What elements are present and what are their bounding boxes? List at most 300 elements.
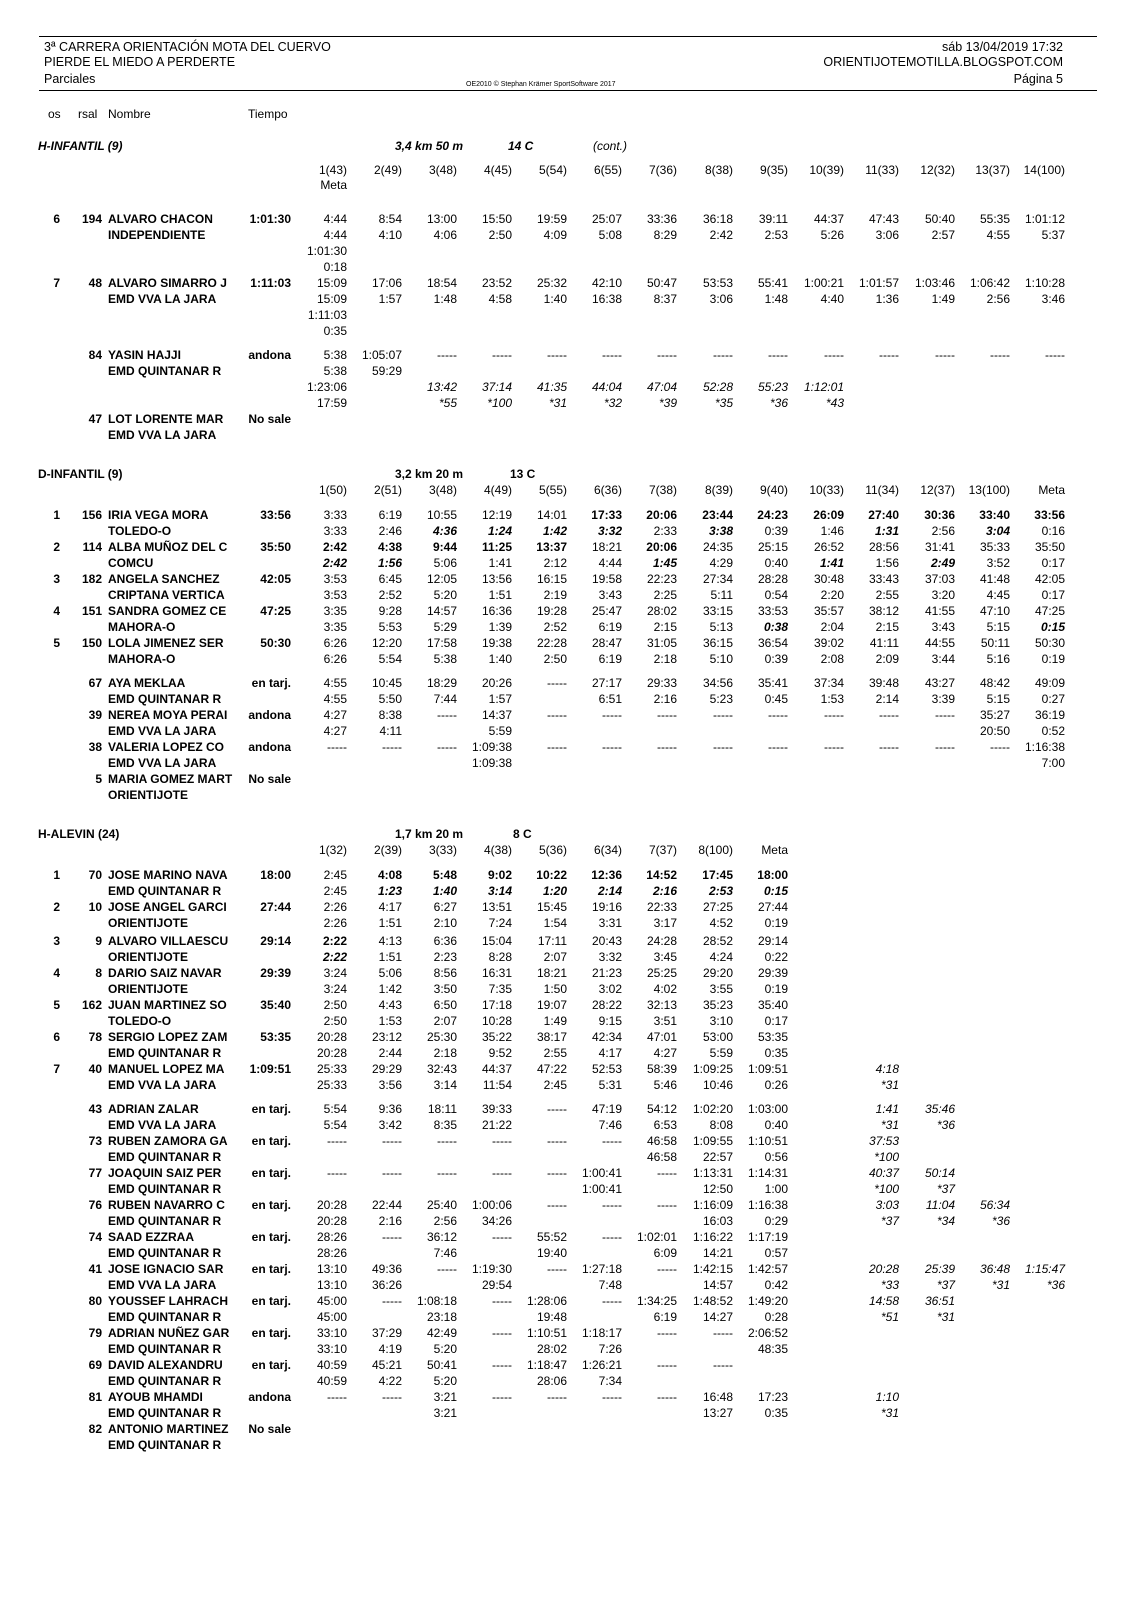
club-name: CRIPTANA VERTICA [108,588,225,602]
split-cumulative: 55:41 [757,276,788,290]
split-cumulative: 26:09 [813,508,844,522]
split-cumulative: 41:48 [979,572,1010,586]
split-cumulative: ----- [935,740,955,754]
split-cumulative: ----- [657,1358,677,1372]
split-cumulative: 20:28 [316,1198,347,1212]
result-time: No sale [248,1422,291,1436]
split-cumulative: 16:36 [481,604,512,618]
club-name: EMD QUINTANAR R [108,1046,222,1060]
split-leg: 0:35 [764,1406,788,1420]
split-leg: 19:48 [536,1310,567,1324]
finish-heading: Meta [320,178,347,192]
software-credit: OE2010 © Stephan Krämer SportSoftware 2017 [466,81,616,88]
split-leg: 5:26 [820,228,844,242]
split-cumulative: 28:56 [868,540,899,554]
runner-name: ALBA MUÑOZ DEL C [108,540,228,554]
bib-number: 5 [95,772,102,786]
split-cumulative: ----- [547,1198,567,1212]
split-leg: 0:17 [764,1014,788,1028]
split-leg: 2:45 [543,1078,567,1092]
split-leg: 2:42 [322,556,347,570]
split-leg: 2:18 [433,1046,457,1060]
split-extra-leg: 17:59 [316,396,347,410]
position-number: 1 [53,508,60,522]
runner-name: IRIA VEGA MORA [108,508,209,522]
split-cumulative: 22:28 [536,636,567,650]
club-name: EMD VVA LA JARA [108,756,217,770]
control-heading: 4(49) [483,483,512,497]
extra-punch-code: *31 [880,1406,899,1420]
result-time: andona [248,708,291,722]
split-cumulative: ----- [547,1262,567,1276]
split-cumulative: 25:15 [757,540,788,554]
split-leg: 19:40 [536,1246,567,1260]
split-leg: 4:52 [709,916,733,930]
split-cumulative: 37:29 [371,1326,402,1340]
bib-number: 41 [88,1262,102,1276]
position-number: 4 [53,604,60,618]
split-leg: 5:16 [986,652,1010,666]
split-cumulative: 14:37 [481,708,512,722]
split-cumulative: 17:58 [426,636,457,650]
split-leg: 2:16 [653,692,677,706]
split-cumulative: 1:18:47 [526,1358,567,1372]
split-extra: 55:23 [757,380,788,394]
split-leg: 3:38 [708,524,733,538]
split-cumulative: 37:34 [813,676,844,690]
result-time: 29:14 [260,934,291,948]
result-time: No sale [248,772,291,786]
club-name: EMD QUINTANAR R [108,1342,222,1356]
split-leg: 0:22 [764,950,788,964]
split-leg: 0:39 [764,524,788,538]
club-name: EMD QUINTANAR R [108,1182,222,1196]
runner-name: ADRIAN ZALAR [108,1102,199,1116]
split-cumulative: ----- [1045,348,1065,362]
extra-punch-time: 36:51 [924,1294,955,1308]
split-leg: 28:26 [316,1246,347,1260]
split-cumulative: 1:19:30 [471,1262,512,1276]
result-time: en tarj. [251,1230,291,1244]
split-cumulative: 42:05 [1034,572,1065,586]
split-extra: 1:12:01 [803,380,844,394]
split-leg: 12:50 [702,1182,733,1196]
split-leg: 2:20 [820,588,844,602]
club-name: INDEPENDIENTE [108,228,206,242]
runner-name: LOLA JIMENEZ SER [108,636,224,650]
split-leg: 2:55 [875,588,899,602]
extra-punch-time: 14:58 [868,1294,899,1308]
club-name: MAHORA-O [108,620,176,634]
split-cumulative: 6:19 [378,508,402,522]
runner-name: SERGIO LOPEZ ZAM [108,1030,228,1044]
split-leg: 5:23 [709,692,733,706]
club-name: EMD QUINTANAR R [108,692,222,706]
control-heading: 7(38) [648,483,677,497]
split-cumulative: ----- [382,740,402,754]
split-cumulative: 33:53 [757,604,788,618]
split-leg: 1:54 [543,916,567,930]
split-cumulative: 47:22 [536,1062,567,1076]
bib-number: 40 [88,1062,102,1076]
control-heading: 3(48) [428,163,457,177]
split-leg: 4:24 [709,950,733,964]
split-cumulative: 30:48 [813,572,844,586]
split-leg: 4:09 [543,228,567,242]
split-cumulative: 44:37 [813,212,844,226]
control-heading: 1(43) [318,163,347,177]
runner-name: LOT LORENTE MAR [108,412,224,426]
split-leg: 2:22 [322,950,347,964]
split-cumulative: 1:02:20 [692,1102,733,1116]
split-cumulative: 33:36 [646,212,677,226]
extra-punch-code: *36 [1046,1278,1065,1292]
col-bib-heading: rsal [78,107,98,121]
split-cumulative: ----- [492,1294,512,1308]
split-leg: 5:50 [378,692,402,706]
split-cumulative: ----- [492,1134,512,1148]
split-leg: 0:45 [764,692,788,706]
split-cumulative: 19:59 [536,212,567,226]
split-leg: 2:25 [653,588,677,602]
split-cumulative: 15:45 [536,900,567,914]
split-cumulative: 45:21 [371,1358,402,1372]
split-leg: 4:44 [598,556,622,570]
split-cumulative: ----- [382,1390,402,1404]
split-leg: 2:50 [488,228,512,242]
split-cumulative: 39:48 [868,676,899,690]
split-cumulative: 35:50 [1034,540,1065,554]
bib-number: 8 [95,966,102,980]
split-cumulative: 1:16:09 [692,1198,733,1212]
runner-name: RUBEN NAVARRO C [108,1198,225,1212]
runner-name: JUAN MARTINEZ SO [108,998,227,1012]
split-leg: 3:46 [1041,292,1065,306]
split-leg: 7:48 [598,1278,622,1292]
control-heading: 1(32) [318,843,347,857]
split-leg: 2:04 [820,620,844,634]
split-cumulative: 17:11 [537,934,567,948]
split-cumulative: 19:28 [536,604,567,618]
split-cumulative: 1:03:00 [747,1102,788,1116]
runner-name: YASIN HAJJI [108,348,181,362]
split-leg: 2:23 [433,950,457,964]
split-cumulative: 47:43 [868,212,899,226]
runner-name: ANTONIO MARTINEZ [108,1422,229,1436]
event-title: 3ª CARRERA ORIENTACIÓN MOTA DEL CUERVO [44,40,331,54]
split-cumulative: ----- [602,740,622,754]
result-time: 18:00 [260,868,291,882]
split-leg: 2:46 [378,524,402,538]
split-leg: 2:16 [378,1214,402,1228]
split-cumulative: ----- [824,740,844,754]
bib-number: 67 [88,676,102,690]
bib-number: 9 [95,934,102,948]
result-time: 1:09:51 [249,1062,291,1076]
split-cumulative: 18:54 [426,276,457,290]
split-cumulative: 5:54 [323,1102,347,1116]
split-cumulative: 1:05:07 [361,348,402,362]
split-leg: 3:24 [323,982,347,996]
col-name-heading: Nombre [108,107,151,121]
split-leg: 15:09 [316,292,347,306]
split-leg: 2:16 [652,884,677,898]
split-leg: 7:35 [488,982,512,996]
split-cumulative: 8:56 [433,966,457,980]
split-leg: 0:40 [764,1118,788,1132]
club-name: EMD VVA LA JARA [108,1278,217,1292]
split-leg: 0:15 [763,884,788,898]
split-leg: 4:02 [653,982,677,996]
split-cumulative: 29:20 [702,966,733,980]
split-cumulative: 10:22 [536,868,567,882]
split-leg: 4:55 [323,692,347,706]
split-leg: 3:14 [487,884,512,898]
split-leg: 3:53 [323,588,347,602]
result-time: en tarj. [251,676,291,690]
runner-name: JOSE MARINO NAVA [108,868,228,882]
extra-punch-time: 20:28 [868,1262,899,1276]
extra-punch-code: *100 [874,1182,899,1196]
split-cumulative: 19:58 [591,572,622,586]
continued-note: (cont.) [593,139,628,153]
extra-punch-time: 4:18 [875,1062,899,1076]
split-leg: 1:42 [378,982,402,996]
split-leg: 2:55 [543,1046,567,1060]
split-cumulative: 49:09 [1034,676,1065,690]
split-cumulative: ----- [382,1134,402,1148]
club-name: EMD QUINTANAR R [108,1406,222,1420]
split-leg: 2:56 [433,1214,457,1228]
extra-punch-code: *31 [991,1278,1010,1292]
split-cumulative: 1:17:19 [747,1230,788,1244]
split-cumulative: 4:55 [323,676,347,690]
split-cumulative: 13:51 [481,900,512,914]
split-cumulative: 16:15 [536,572,567,586]
split-leg: 4:27 [653,1046,677,1060]
bib-number: 151 [81,604,102,618]
split-leg: 6:19 [653,1310,677,1324]
split-leg: 2:33 [653,524,677,538]
split-cumulative: 13:56 [481,572,512,586]
split-cumulative: 50:30 [1034,636,1065,650]
split-cumulative: 35:33 [979,540,1010,554]
split-cumulative: 1:34:25 [636,1294,677,1308]
split-cumulative: 22:33 [646,900,677,914]
split-leg: 2:14 [875,692,899,706]
split-leg: 1:20 [542,884,567,898]
split-cumulative: 1:09:25 [692,1062,733,1076]
split-leg: 2:44 [378,1046,402,1060]
category-controls: 8 C [513,827,532,841]
report-type: Parciales [44,72,96,86]
split-cumulative: 1:03:46 [914,276,955,290]
split-leg: 2:53 [764,228,788,242]
result-time: andona [248,1390,291,1404]
split-cumulative: ----- [768,348,788,362]
split-leg: 14:27 [702,1310,733,1324]
control-heading: Meta [1038,483,1065,497]
split-extra: 1:23:06 [306,380,347,394]
split-leg: 3:31 [598,916,622,930]
split-cumulative: 1:14:31 [747,1166,788,1180]
runner-name: NEREA MOYA PERAI [108,708,228,722]
split-cumulative: ----- [437,1262,457,1276]
split-leg: 2:50 [323,1014,347,1028]
split-cumulative: 29:14 [757,934,788,948]
split-leg: 5:38 [433,652,457,666]
club-name: EMD QUINTANAR R [108,1438,222,1452]
split-leg: 20:28 [316,1214,347,1228]
split-leg: 3:04 [985,524,1010,538]
split-cumulative: 28:26 [316,1230,347,1244]
split-leg: 3:33 [323,524,347,538]
split-cumulative: 2:45 [323,868,347,882]
runner-name: ANGELA SANCHEZ [108,572,220,586]
split-cumulative: 13:00 [426,212,457,226]
bib-number: 81 [88,1390,102,1404]
split-extra-leg: *35 [714,396,733,410]
split-cumulative: 9:36 [378,1102,402,1116]
runner-name: ALVARO SIMARRO J [108,276,227,290]
split-leg: 5:53 [378,620,402,634]
split-cumulative: 43:27 [924,676,955,690]
split-leg: 5:08 [598,228,622,242]
split-cumulative: 18:21 [536,966,567,980]
split-cumulative: ----- [492,1326,512,1340]
split-leg: 16:03 [702,1214,733,1228]
extra-punch-code: *36 [936,1118,955,1132]
split-leg: 1:40 [488,652,512,666]
extra-punch-time: 1:15:47 [1024,1262,1065,1276]
split-cumulative: 27:25 [702,900,733,914]
split-cumulative: 8:38 [378,708,402,722]
split-extra: 41:35 [536,380,567,394]
split-extra-leg: *43 [825,396,844,410]
split-cumulative: 34:56 [702,676,733,690]
split-leg: 5:20 [433,1374,457,1388]
split-leg: 3:45 [653,950,677,964]
split-cumulative: 47:19 [591,1102,622,1116]
split-cumulative: 9:02 [487,868,512,882]
split-cumulative: 27:34 [702,572,733,586]
col-pos-heading: os [48,107,61,121]
split-leg: 5:29 [433,620,457,634]
control-heading: 10(33) [809,483,844,497]
split-leg: 7:26 [598,1342,622,1356]
split-leg: 2:15 [653,620,677,634]
control-heading: 6(36) [593,483,622,497]
split-leg: 3:44 [931,652,955,666]
bib-number: 39 [88,708,102,722]
split-leg: 1:41 [488,556,512,570]
split-leg: 1:09:38 [471,756,512,770]
split-leg: 48:35 [757,1342,788,1356]
bib-number: 74 [88,1230,102,1244]
split-leg: 0:19 [1041,652,1065,666]
split-leg: 3:20 [931,588,955,602]
split-leg: 0:17 [1041,588,1065,602]
split-leg: 3:55 [709,982,733,996]
control-heading: 6(34) [593,843,622,857]
split-leg: 23:18 [426,1310,457,1324]
extra-punch-code: *34 [936,1214,955,1228]
split-cumulative: 25:25 [646,966,677,980]
split-cumulative: 28:47 [591,636,622,650]
bib-number: 150 [81,636,102,650]
split-leg: 1:24 [487,524,512,538]
split-cumulative: ----- [990,740,1010,754]
split-cumulative: 24:28 [646,934,677,948]
club-name: EMD VVA LA JARA [108,428,217,442]
split-cumulative: 38:12 [868,604,899,618]
extra-punch-time: 56:34 [979,1198,1010,1212]
split-leg: 3:14 [433,1078,457,1092]
position-number: 4 [53,966,60,980]
split-cumulative: 3:33 [323,508,347,522]
split-leg: 1:46 [820,524,844,538]
split-leg: 3:42 [378,1118,402,1132]
split-cumulative: 4:44 [323,212,347,226]
split-leg: 7:24 [488,916,512,930]
split-cumulative: 25:40 [426,1198,457,1212]
split-extra: 1:01:30 [306,244,347,258]
split-cumulative: 25:33 [316,1062,347,1076]
split-cumulative: 1:48:52 [692,1294,733,1308]
split-cumulative: ----- [602,1198,622,1212]
split-leg: 22:57 [702,1150,733,1164]
split-leg: 4:29 [709,556,733,570]
split-cumulative: 13:37 [536,540,567,554]
split-cumulative: 17:23 [757,1390,788,1404]
split-leg: 21:22 [481,1118,512,1132]
split-leg: 2:49 [930,556,955,570]
split-leg: 11:54 [482,1078,512,1092]
split-extra: 37:14 [481,380,512,394]
split-leg: 45:00 [316,1310,347,1324]
split-cumulative: 4:08 [377,868,402,882]
club-name: ORIENTIJOTE [108,916,189,930]
split-cumulative: ----- [547,1166,567,1180]
split-leg: 1:49 [931,292,955,306]
split-cumulative: 27:44 [757,900,788,914]
split-cumulative: 18:29 [426,676,457,690]
split-leg: 6:26 [323,652,347,666]
control-heading: 8(39) [704,483,733,497]
split-cumulative: 22:44 [371,1198,402,1212]
split-cumulative: 1:10:51 [526,1326,567,1340]
result-time: en tarj. [251,1198,291,1212]
club-name: EMD VVA LA JARA [108,724,217,738]
split-cumulative: 3:53 [323,572,347,586]
result-time: en tarj. [251,1262,291,1276]
split-cumulative: 1:00:21 [803,276,844,290]
split-leg: 0:19 [764,916,788,930]
split-cumulative: ----- [768,708,788,722]
split-cumulative: ----- [327,1134,347,1148]
extra-punch-code: *33 [880,1278,899,1292]
bib-number: 73 [88,1134,102,1148]
control-heading: 4(45) [483,163,512,177]
split-cumulative: 1:16:22 [692,1230,733,1244]
control-heading: 9(40) [759,483,788,497]
split-leg: 0:15 [1040,620,1065,634]
split-leg: 1:49 [543,1014,567,1028]
extra-punch-time: 35:46 [924,1102,955,1116]
split-leg: 5:37 [1041,228,1065,242]
split-leg: 3:56 [378,1078,402,1092]
bib-number: 194 [81,212,102,226]
